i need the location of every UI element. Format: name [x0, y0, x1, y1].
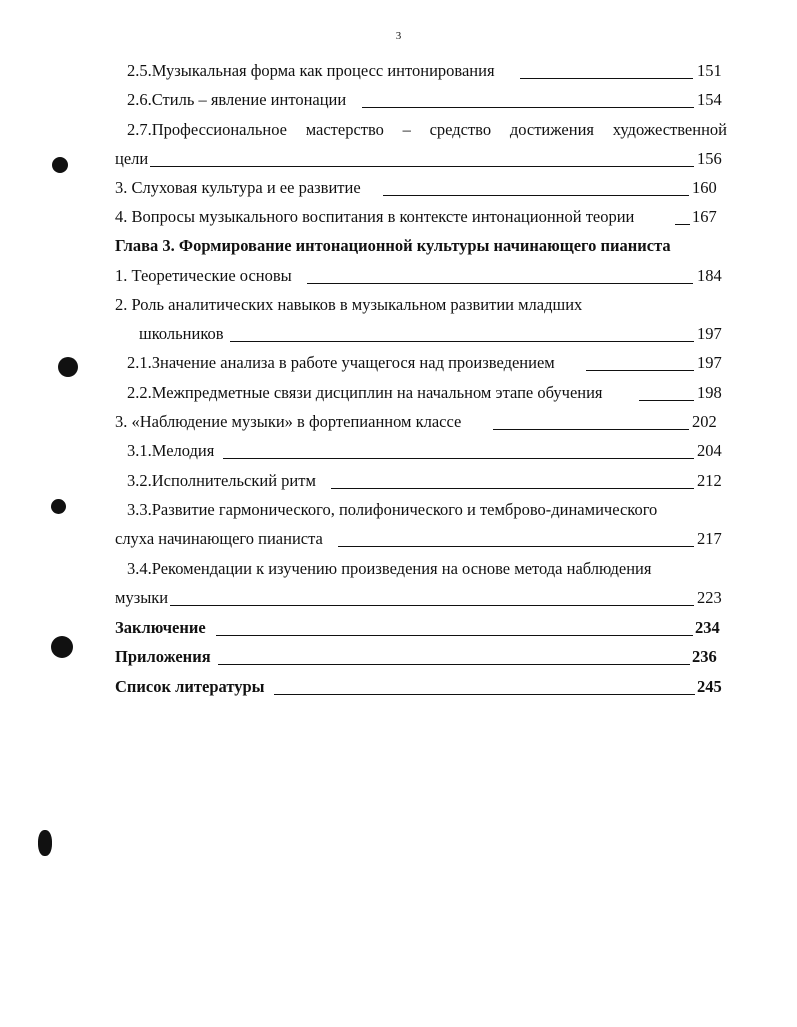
toc-entry-label: слуха начинающего пианиста — [115, 529, 323, 548]
toc-entry-word: мастерство — [305, 120, 384, 139]
toc-entry-label: 2.6.Стиль – явление интонации — [127, 90, 347, 109]
dot-leader — [274, 694, 695, 695]
toc-entry-word: достижения — [509, 120, 595, 139]
toc-entry-word: средство — [429, 120, 492, 139]
toc-entry-page: 167 — [692, 207, 717, 226]
dot-leader — [493, 429, 689, 430]
toc-entry-label: 3.3.Развитие гармонического, полифонического и темброво-динамического — [127, 500, 658, 519]
dot-leader — [331, 488, 694, 489]
toc-entry-page: 202 — [692, 412, 717, 431]
toc-entry-page: 160 — [692, 178, 717, 197]
toc-entry-page: 234 — [695, 618, 720, 637]
punch-hole-mark — [51, 499, 66, 514]
toc-entry-label: 3. Слуховая культура и ее развитие — [115, 178, 361, 197]
toc-entry-page: 236 — [692, 647, 717, 666]
dot-leader — [520, 78, 693, 79]
toc-entry-label: Список литературы — [115, 677, 265, 696]
toc-entry-page: 217 — [697, 529, 722, 548]
dot-leader — [223, 458, 694, 459]
dot-leader — [586, 370, 694, 371]
punch-hole-mark — [58, 357, 78, 377]
toc-entry-label: 3.2.Исполнительский ритм — [127, 471, 316, 490]
toc-entry-page: 184 — [697, 266, 722, 285]
toc-entry-label: 3. «Наблюдение музыки» в фортепианном классе — [115, 412, 462, 431]
toc-entry-word: 2.7.Профессиональное — [127, 120, 287, 139]
dot-leader — [218, 664, 690, 665]
dot-leader — [639, 400, 694, 401]
toc-entry-label: 4. Вопросы музыкального воспитания в контексте интонационной теории — [115, 207, 635, 226]
toc-entry-page: 156 — [697, 149, 722, 168]
dot-leader — [675, 224, 690, 225]
dot-leader — [338, 546, 694, 547]
dot-leader — [170, 605, 694, 606]
toc-entry-page: 204 — [697, 441, 722, 460]
punch-hole-mark — [52, 157, 68, 173]
dot-leader — [383, 195, 689, 196]
punch-hole-mark — [51, 636, 73, 658]
toc-entry-label: 3.1.Мелодия — [127, 441, 215, 460]
toc-entry-label: Заключение — [115, 618, 206, 637]
toc-entry-label: цели — [115, 149, 149, 168]
toc-entry-label: Приложения — [115, 647, 211, 666]
dot-leader — [362, 107, 694, 108]
punch-hole-mark — [38, 830, 52, 856]
toc-entry-label: 2.5.Музыкальная форма как процесс интонирования — [127, 61, 495, 80]
toc-entry-label: 1. Теоретические основы — [115, 266, 292, 285]
dot-leader — [216, 635, 693, 636]
toc-entry-page: 154 — [697, 90, 722, 109]
toc-entry-label: 3.4.Рекомендации к изучению произведения на основе метода наблюдения — [127, 559, 652, 578]
dot-leader — [230, 341, 694, 342]
toc-entry-page: 245 — [697, 677, 722, 696]
toc-entry-label: школьников — [139, 324, 224, 343]
toc-entry-page: 198 — [697, 383, 722, 402]
toc-entry-word: художественной — [612, 120, 727, 139]
toc-entry-page: 212 — [697, 471, 722, 490]
toc-entry-page: 151 — [697, 61, 722, 80]
toc-entry-page: 197 — [697, 324, 722, 343]
toc-entry-word: – — [402, 120, 411, 139]
dot-leader — [150, 166, 694, 167]
toc-entry-label: музыки — [115, 588, 169, 607]
toc-entry-page: 197 — [697, 353, 722, 372]
toc-entry[interactable] — [127, 120, 727, 142]
toc-entry-label: 2. Роль аналитических навыков в музыкальном развитии младших — [115, 295, 583, 314]
toc-entry-label: 2.1.Значение анализа в работе учащегося над произведением — [127, 353, 555, 372]
chapter-title: Глава 3. Формирование интонационной культуры начинающего пианиста — [115, 236, 671, 255]
dot-leader — [307, 283, 693, 284]
toc-entry-page: 223 — [697, 588, 722, 607]
page-number: 3 — [395, 30, 402, 42]
toc-entry-label: 2.2.Межпредметные связи дисциплин на начальном этапе обучения — [127, 383, 603, 402]
